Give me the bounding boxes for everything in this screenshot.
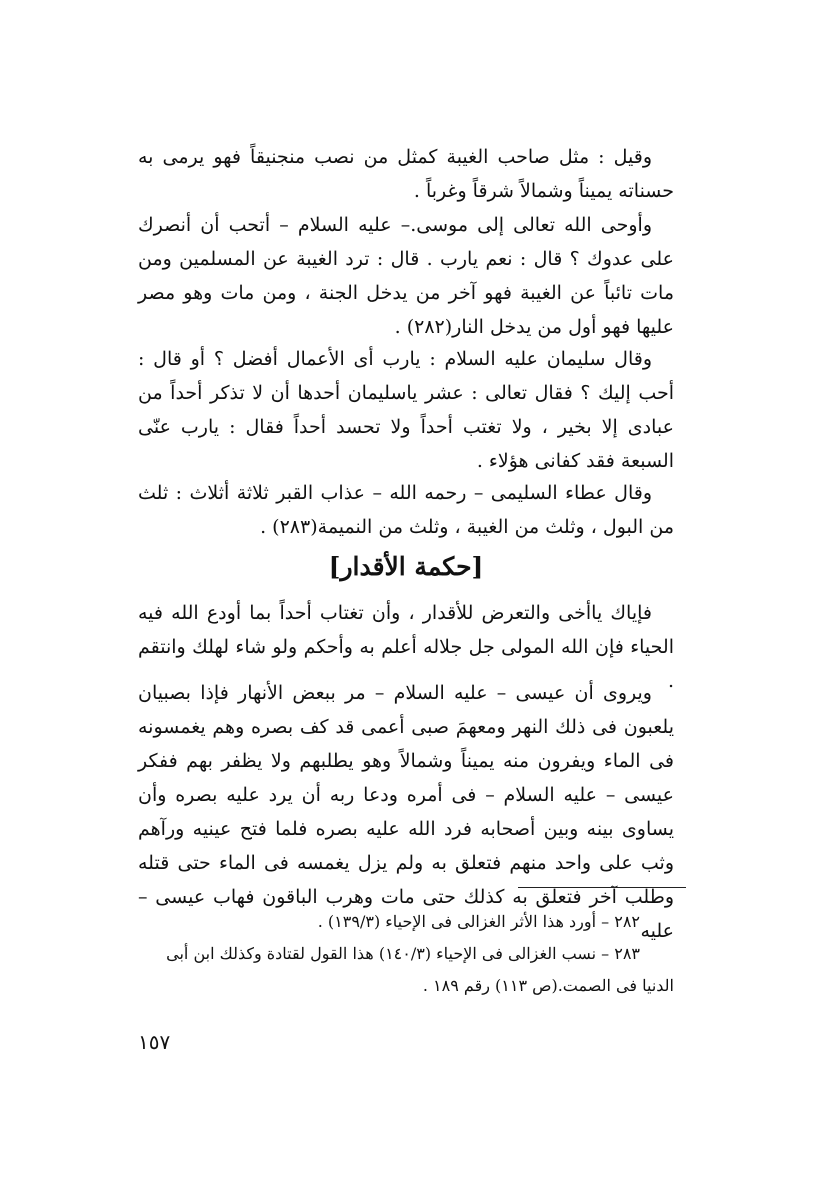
page-number: ١٥٧ xyxy=(138,1030,171,1054)
paragraph-text: فإياك ياأخى والتعرض للأقدار ، وأن تغتاب أحداً بما أودع الله فيه الحياء فإن الله المولى جل جلاله أعلم به وأحكم ولو شاء لهلك وانتقم . xyxy=(138,602,674,692)
paragraph-text: وقال عطاء السليمى – رحمه الله – عذاب القبر ثلاثة أثلاث : ثلث من البول ، وثلث من الغيبة ، وثلث من النميمة(٢٨٣) . xyxy=(138,482,674,538)
footnotes xyxy=(138,906,674,1002)
paragraph-text: وقال سليمان عليه السلام : يارب أى الأعمال أفضل ؟ أو قال : أحب إليك ؟ فقال تعالى : عشر ياسليمان أحدها أن لا تذكر أحداً من عبادى إلا بخير ، ولا تغتب أحداً ولا تحسد أحداً فقال : يارب عنّى السبعة فقد كفانى هؤلاء . xyxy=(138,348,674,472)
paragraph-text: ويروى أن عيسى – عليه السلام – مر ببعض الأنهار فإذا بصبيان يلعبون فى ذلك النهر ومعهمَ صبى أعمى قد كف بصره وهم يغمسونه فى الماء ويفرون منه يميناً وشمالاً وهو يطلبهم ولا يظفر بهم ففكر عيسى – عليه السلام – فى أمره ودعا ربه أن يرد عليه بصره وأن يساوى بينه وبين أصحابه فرد الله عليه بصره فلما فتح عينيه ورآهم وثب على واحد منهم فتعلق به ولم يزل يغمسه فى الماء حتى قتله وطلب آخر فتعلق به كذلك حتى مات وهرب الباقون فهاب عيسى – عليه xyxy=(138,682,674,942)
paragraph-sulayman xyxy=(138,342,674,478)
paragraph-text: وأوحى الله تعالى إلى موسى.– عليه السلام – أتحب أن أنصرك على عدوك ؟ قال : نعم يارب . قال : ترد الغيبة عن المسلمين ومن مات تائباً عن الغيبة فهو آخر من يدخل الجنة ، ومن مات وهو مصر عليها فهو أول من يدخل النار(٢٨٢) . xyxy=(138,214,674,338)
paragraph-musa-revelation xyxy=(138,208,674,344)
footnote-283: ٢٨٣ – نسب الغزالى فى الإحياء (١٤٠/٣) هذا القول لقتادة وكذلك ابن أبى الدنيا فى الصمت.(ص ١١٣) رقم ١٨٩ . xyxy=(166,944,674,995)
paragraph-text: وقيل : مثل صاحب الغيبة كمثل من نصب منجنيقاً فهو يرمى به حسناته يميناً وشمالاً شرقاً وغرباً . xyxy=(138,146,674,202)
paragraph-backbiting-catapult xyxy=(138,140,674,208)
footnote-282: ٢٨٢ – أورد هذا الأثر الغزالى فى الإحياء (١٣٩/٣) . xyxy=(317,912,640,931)
paragraph-ata-salimi xyxy=(138,476,674,544)
section-heading: [حكمة الأقدار] xyxy=(328,552,484,581)
footnote-divider xyxy=(518,887,686,888)
